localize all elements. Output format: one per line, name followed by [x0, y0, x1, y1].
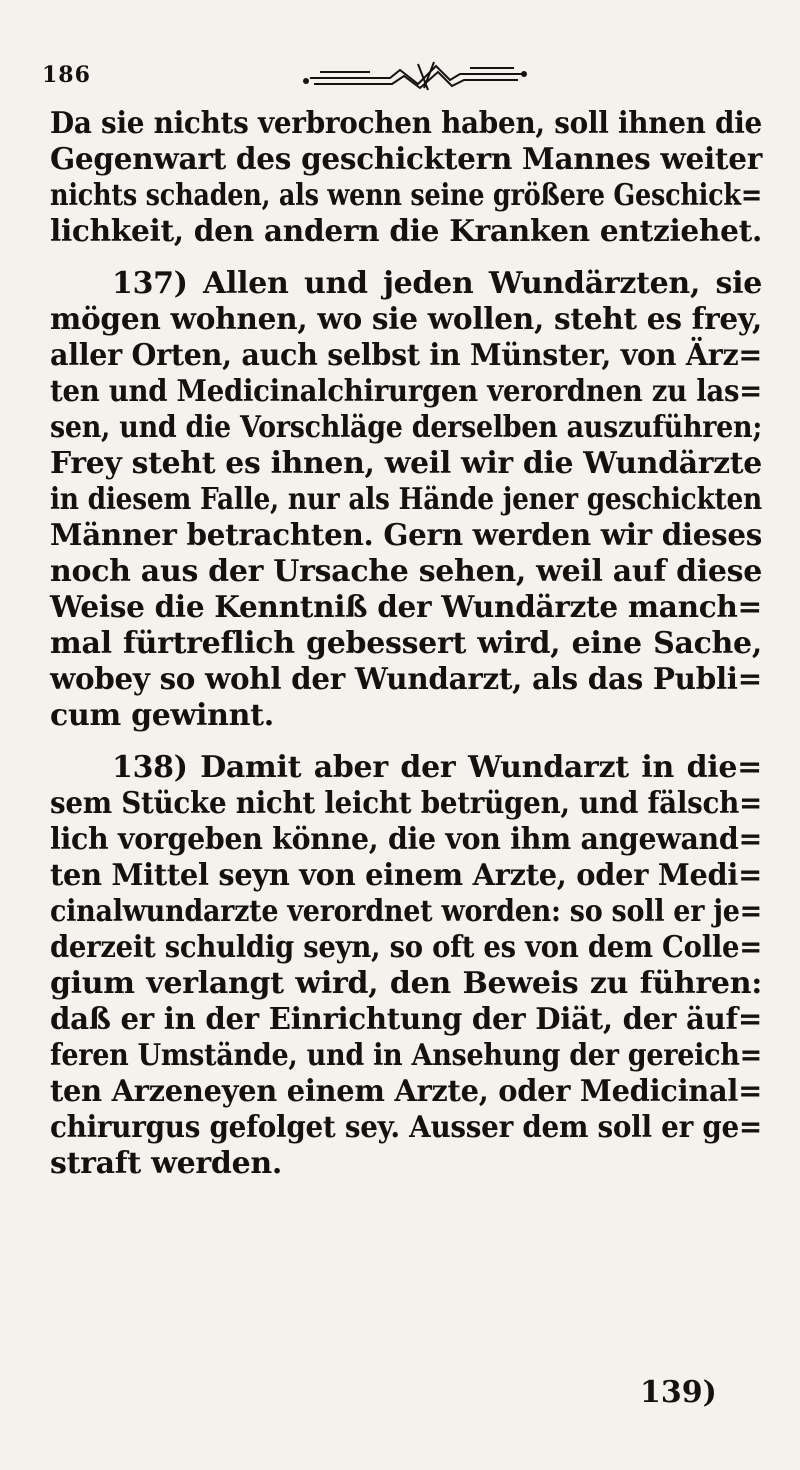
text-line: derzeit schuldig seyn, so oft es von dem Colle= [50, 930, 762, 965]
text-line: cum gewinnt. [50, 698, 274, 733]
text-line: aller Orten, auch selbst in Münster, von Ärz= [50, 338, 762, 373]
text-line: lichkeit, den andern die Kranken entziehet. [50, 214, 762, 249]
text-line: wobey so wohl der Wundarzt, als das Publi= [50, 662, 762, 697]
text-line: ten Mittel seyn von einem Arzte, oder Medi= [50, 858, 762, 893]
text-line: ten Arzeneyen einem Arzte, oder Medicinal= [50, 1074, 763, 1109]
text-line: Männer betrachten. Gern werden wir dieses [50, 518, 763, 553]
catchword: 139) [640, 1375, 717, 1410]
text-line: mögen wohnen, wo sie wollen, steht es frey, [50, 302, 762, 337]
paragraph-138 [50, 750, 762, 1182]
text-line: 138) Damit aber der Wundarzt in die= [112, 750, 762, 785]
text-line: daß er in der Einrichtung der Diät, der äuf= [50, 1002, 762, 1037]
text-line: Gegenwart des geschicktern Mannes weiter [50, 142, 763, 177]
page-number: 186 [42, 62, 91, 88]
text-line: nichts schaden, als wenn seine größere Geschick= [50, 178, 763, 213]
ornament-rule-icon [300, 54, 530, 94]
text-line: sen, und die Vorschläge derselben auszuführen; [50, 410, 763, 445]
text-line: ten und Medicinalchirurgen verordnen zu las= [50, 374, 762, 409]
body-text [50, 106, 762, 1182]
text-line: Weise die Kenntniß der Wundärzte manch= [50, 590, 762, 625]
text-line: gium verlangt wird, den Beweis zu führen: [50, 966, 762, 1001]
text-line: chirurgus gefolget sey. Ausser dem soll er ge= [50, 1110, 762, 1145]
text-line: lich vorgeben könne, die von ihm angewand= [50, 822, 763, 857]
text-line: in diesem Falle, nur als Hände jener geschickten [50, 482, 762, 517]
text-line: sem Stücke nicht leicht betrügen, und fälsch= [50, 786, 762, 821]
text-line: Da sie nichts verbrochen haben, soll ihnen die [50, 106, 762, 141]
text-line: Frey steht es ihnen, weil wir die Wundärzte [50, 446, 762, 481]
paragraph-137 [50, 266, 762, 734]
text-line: noch aus der Ursache sehen, weil auf diese [50, 554, 763, 589]
text-line: cinalwundarzte verordnet worden: so soll er je= [50, 894, 763, 929]
text-line: straft werden. [50, 1146, 283, 1181]
text-line: 137) Allen und jeden Wundärzten, sie [112, 266, 762, 301]
text-line: feren Umstände, und in Ansehung der gereich= [50, 1038, 763, 1073]
paragraph-1 [50, 106, 762, 250]
text-line: mal fürtreflich gebessert wird, eine Sache, [50, 626, 762, 661]
